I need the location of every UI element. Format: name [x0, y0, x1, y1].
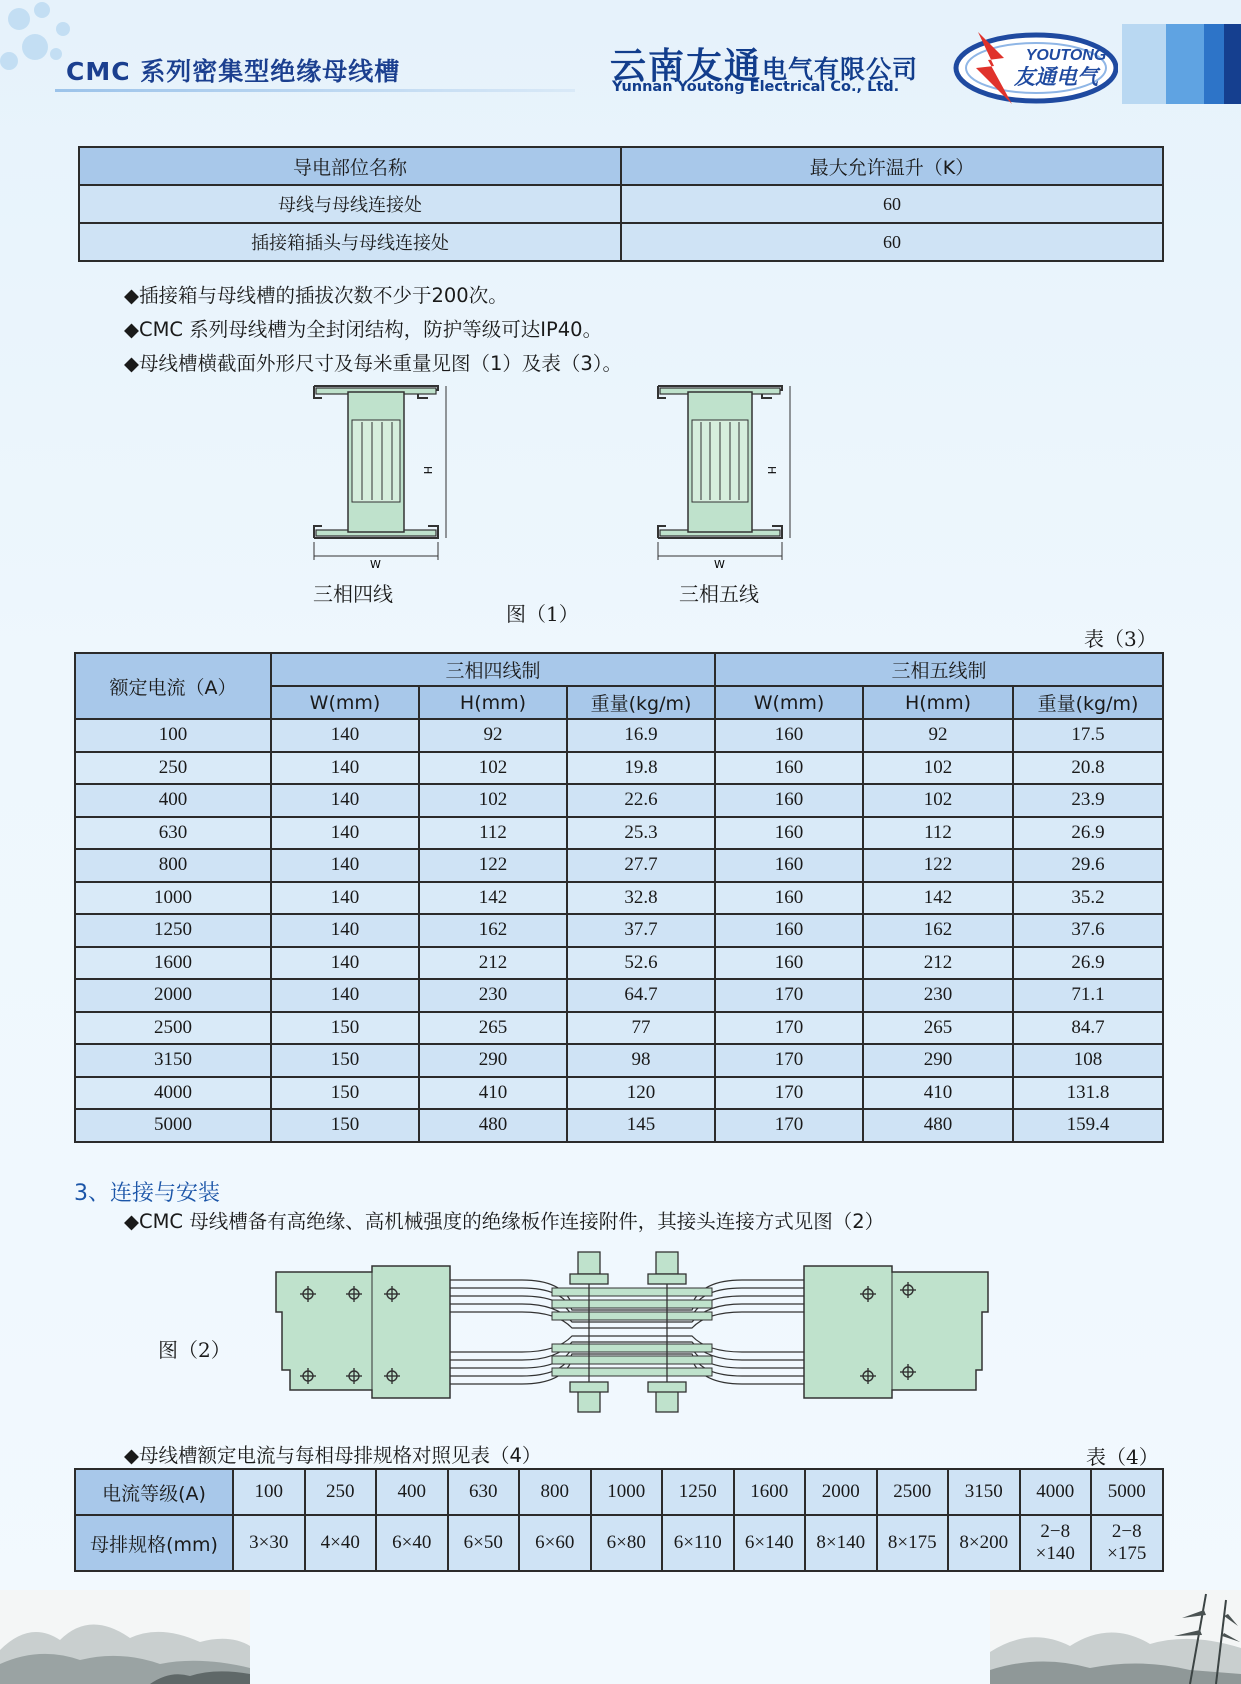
- table-cell: 480: [863, 1109, 1013, 1142]
- table-row: [75, 979, 1163, 1012]
- table-cell: 52.6: [567, 947, 715, 980]
- table-cell: 290: [863, 1044, 1013, 1077]
- table-cell: 71.1: [1013, 979, 1163, 1012]
- table-cell: 20.8: [1013, 752, 1163, 785]
- section-title: 3、连接与安装: [74, 1181, 220, 1206]
- company-name-en: Yunnan Youtong Electrical Co., Ltd.: [612, 79, 900, 95]
- table-cell: 100: [75, 719, 271, 752]
- bullet-text: ◆母线槽横截面外形尺寸及每米重量见图（1）及表（3）。: [124, 352, 623, 375]
- col-header-height: H(mm): [419, 686, 567, 719]
- table-cell: 26.9: [1013, 817, 1163, 850]
- table-cell: 160: [715, 914, 863, 947]
- current-level-cell: 800: [519, 1469, 591, 1515]
- current-level-cell: 3150: [948, 1469, 1020, 1515]
- table-cell: 102: [419, 752, 567, 785]
- table-cell: 2500: [75, 1012, 271, 1045]
- logo-text-cn: 友通电气: [1014, 65, 1098, 89]
- table-cell: 290: [419, 1044, 567, 1077]
- table-cell: 230: [419, 979, 567, 1012]
- table-cell: 102: [863, 784, 1013, 817]
- dimension-weight-table: [74, 652, 1164, 1143]
- table-cell: 108: [1013, 1044, 1163, 1077]
- table-cell: 160: [715, 817, 863, 850]
- current-level-cell: 100: [233, 1469, 305, 1515]
- table-cell: 140: [271, 784, 419, 817]
- table-cell: 母线与母线连接处: [79, 185, 621, 223]
- table-cell: 212: [419, 947, 567, 980]
- company-name-main: 云南友通: [610, 46, 763, 87]
- col-group-four-wire: 三相四线制: [271, 653, 715, 686]
- busbar-spec-cell: 4×40: [305, 1515, 377, 1571]
- busbar-spec-cell: 8×175: [877, 1515, 949, 1571]
- table-cell: 170: [715, 1012, 863, 1045]
- title-underline: [55, 89, 575, 92]
- busbar-spec-cell: 6×40: [376, 1515, 448, 1571]
- table-cell: 37.7: [567, 914, 715, 947]
- busbar-spec-cell: 2−8 ×140: [1020, 1515, 1092, 1571]
- table-cell: 159.4: [1013, 1109, 1163, 1142]
- table-row: [79, 223, 1163, 261]
- table-cell: 32.8: [567, 882, 715, 915]
- current-level-cell: 1250: [662, 1469, 734, 1515]
- table-cell: 1600: [75, 947, 271, 980]
- current-level-cell: 250: [305, 1469, 377, 1515]
- dimension-table-body: [75, 719, 1163, 1142]
- table-cell: 102: [863, 752, 1013, 785]
- table-cell: 170: [715, 1077, 863, 1110]
- table-cell: 122: [863, 849, 1013, 882]
- table-cell: 60: [621, 185, 1163, 223]
- current-level-cell: 2500: [877, 1469, 949, 1515]
- current-level-cell: 1600: [734, 1469, 806, 1515]
- table-cell: 1250: [75, 914, 271, 947]
- table-cell: 102: [419, 784, 567, 817]
- busbar-spec-cell: 2−8 ×175: [1091, 1515, 1163, 1571]
- busbar-spec-cell: 6×80: [591, 1515, 663, 1571]
- table-row: [79, 185, 1163, 223]
- table-cell: 140: [271, 719, 419, 752]
- busbar-spec-cell: 6×60: [519, 1515, 591, 1571]
- current-level-cell: 1000: [591, 1469, 663, 1515]
- busbar-spec-cell: 6×50: [448, 1515, 520, 1571]
- table-cell: 150: [271, 1077, 419, 1110]
- table-cell: 160: [715, 947, 863, 980]
- table-cell: 4000: [75, 1077, 271, 1110]
- table-4-intro: ◆母线槽额定电流与每相母排规格对照见表（4）: [124, 1444, 542, 1467]
- figure-caption-five-wire: 三相五线: [679, 582, 759, 606]
- col-header-weight: 重量(kg/m): [1013, 686, 1163, 719]
- table-cell: 800: [75, 849, 271, 882]
- table-cell: 26.9: [1013, 947, 1163, 980]
- table-cell: 19.8: [567, 752, 715, 785]
- table-row: [75, 1109, 1163, 1142]
- table-cell: 480: [419, 1109, 567, 1142]
- table-cell: 98: [567, 1044, 715, 1077]
- table-cell: 3150: [75, 1044, 271, 1077]
- table-cell: 170: [715, 979, 863, 1012]
- bullet-text: ◆CMC 母线槽备有高绝缘、高机械强度的绝缘板作连接附件，其接头连接方式见图（2）: [124, 1210, 885, 1233]
- table-cell: 145: [567, 1109, 715, 1142]
- col-header-rated-current: 额定电流（A）: [75, 653, 271, 719]
- table-cell: 250: [75, 752, 271, 785]
- current-level-row: [75, 1469, 1163, 1515]
- table-row: [75, 882, 1163, 915]
- table-row: [75, 914, 1163, 947]
- table-cell: 160: [715, 882, 863, 915]
- current-level-cell: 630: [448, 1469, 520, 1515]
- table-cell: 170: [715, 1044, 863, 1077]
- table-cell: 142: [419, 882, 567, 915]
- table-cell: 265: [419, 1012, 567, 1045]
- table-cell: 160: [715, 849, 863, 882]
- table-cell: 1000: [75, 882, 271, 915]
- col-header-width: W(mm): [715, 686, 863, 719]
- table-cell: 410: [863, 1077, 1013, 1110]
- table-cell: 29.6: [1013, 849, 1163, 882]
- table-cell: 60: [621, 223, 1163, 261]
- page-header: [0, 0, 1241, 110]
- ink-landscape-left: [0, 1590, 250, 1684]
- current-level-cell: 4000: [1020, 1469, 1092, 1515]
- table-cell: 22.6: [567, 784, 715, 817]
- table-cell: 142: [863, 882, 1013, 915]
- table-cell: 140: [271, 849, 419, 882]
- table-cell: 92: [419, 719, 567, 752]
- dimension-h-label: H: [421, 466, 434, 475]
- figure-caption-four-wire: 三相四线: [313, 582, 393, 606]
- table-cell: 140: [271, 947, 419, 980]
- table-cell: 162: [863, 914, 1013, 947]
- table-cell: 630: [75, 817, 271, 850]
- table-cell: 120: [567, 1077, 715, 1110]
- table-cell: 112: [863, 817, 1013, 850]
- table-row: [75, 947, 1163, 980]
- table-row: [75, 752, 1163, 785]
- table-cell: 150: [271, 1109, 419, 1142]
- bullet-text: ◆CMC 系列母线槽为全封闭结构，防护等级可达IP40。: [124, 318, 603, 341]
- busbar-spec-cell: 8×140: [805, 1515, 877, 1571]
- document-title: CMC 系列密集型绝缘母线槽: [66, 57, 401, 86]
- table-cell: 160: [715, 752, 863, 785]
- table-row: [75, 784, 1163, 817]
- bullet-text: ◆插接箱与母线槽的插拔次数不少于200次。: [124, 284, 508, 307]
- table-cell: 140: [271, 914, 419, 947]
- table-4-label: 表（4）: [1086, 1445, 1159, 1469]
- col-header-width: W(mm): [271, 686, 419, 719]
- table-cell: 170: [715, 1109, 863, 1142]
- busbar-spec-cell: 6×110: [662, 1515, 734, 1571]
- table-cell: 265: [863, 1012, 1013, 1045]
- table-cell: 212: [863, 947, 1013, 980]
- row-header-busbar-spec: 母排规格(mm): [75, 1515, 233, 1571]
- table-cell: 23.9: [1013, 784, 1163, 817]
- table-cell: 150: [271, 1012, 419, 1045]
- table-cell: 140: [271, 979, 419, 1012]
- table-row: [75, 719, 1163, 752]
- table-cell: 150: [271, 1044, 419, 1077]
- table-cell: 140: [271, 752, 419, 785]
- table-cell: 27.7: [567, 849, 715, 882]
- cross-section-five-wire-diagram: [644, 380, 794, 570]
- company-name-rest: 电气有限公司: [762, 55, 919, 84]
- table-cell: 112: [419, 817, 567, 850]
- temperature-rise-table: [78, 146, 1164, 262]
- table-cell: 17.5: [1013, 719, 1163, 752]
- table-cell: 16.9: [567, 719, 715, 752]
- table-3-label: 表（3）: [1084, 627, 1157, 651]
- table-cell: 160: [715, 784, 863, 817]
- table-row: [75, 849, 1163, 882]
- dimension-w-label: W: [714, 558, 725, 570]
- table-row: [75, 817, 1163, 850]
- col-header-max-temp-rise: 最大允许温升（K）: [621, 147, 1163, 185]
- table-cell: 37.6: [1013, 914, 1163, 947]
- table-cell: 插接箱插头与母线连接处: [79, 223, 621, 261]
- figure-2-caption: 图（2）: [158, 1338, 231, 1362]
- table-cell: 25.3: [567, 817, 715, 850]
- table-cell: 230: [863, 979, 1013, 1012]
- ink-landscape-right: [990, 1590, 1241, 1684]
- figure-1-caption: 图（1）: [506, 602, 579, 626]
- header-color-stripes: [1122, 24, 1241, 104]
- col-header-weight: 重量(kg/m): [567, 686, 715, 719]
- table-row: [75, 1044, 1163, 1077]
- youtong-logo: [948, 28, 1118, 106]
- dimension-h-label: H: [765, 466, 778, 475]
- busway-joint-diagram: [272, 1250, 992, 1418]
- table-cell: 400: [75, 784, 271, 817]
- table-cell: 140: [271, 882, 419, 915]
- current-level-cell: 2000: [805, 1469, 877, 1515]
- busbar-spec-cell: 3×30: [233, 1515, 305, 1571]
- current-level-cell: 400: [376, 1469, 448, 1515]
- col-header-part-name: 导电部位名称: [79, 147, 621, 185]
- table-row: [75, 1077, 1163, 1110]
- cross-section-four-wire-diagram: [300, 380, 450, 570]
- busbar-spec-table: [74, 1468, 1164, 1572]
- table-cell: 410: [419, 1077, 567, 1110]
- current-level-cell: 5000: [1091, 1469, 1163, 1515]
- table-cell: 122: [419, 849, 567, 882]
- table-cell: 140: [271, 817, 419, 850]
- table-cell: 64.7: [567, 979, 715, 1012]
- table-cell: 92: [863, 719, 1013, 752]
- table-cell: 131.8: [1013, 1077, 1163, 1110]
- dimension-w-label: W: [370, 558, 381, 570]
- col-group-five-wire: 三相五线制: [715, 653, 1163, 686]
- logo-text-en: YOUTONG: [1025, 47, 1107, 64]
- table-cell: 2000: [75, 979, 271, 1012]
- busbar-spec-cell: 6×140: [734, 1515, 806, 1571]
- table-cell: 162: [419, 914, 567, 947]
- table-cell: 84.7: [1013, 1012, 1163, 1045]
- col-header-height: H(mm): [863, 686, 1013, 719]
- table-row: [75, 1012, 1163, 1045]
- busbar-spec-cell: 8×200: [948, 1515, 1020, 1571]
- row-header-current-level: 电流等级(A): [75, 1469, 233, 1515]
- table-cell: 35.2: [1013, 882, 1163, 915]
- table-cell: 160: [715, 719, 863, 752]
- busbar-spec-row: [75, 1515, 1163, 1571]
- table-cell: 77: [567, 1012, 715, 1045]
- table-cell: 5000: [75, 1109, 271, 1142]
